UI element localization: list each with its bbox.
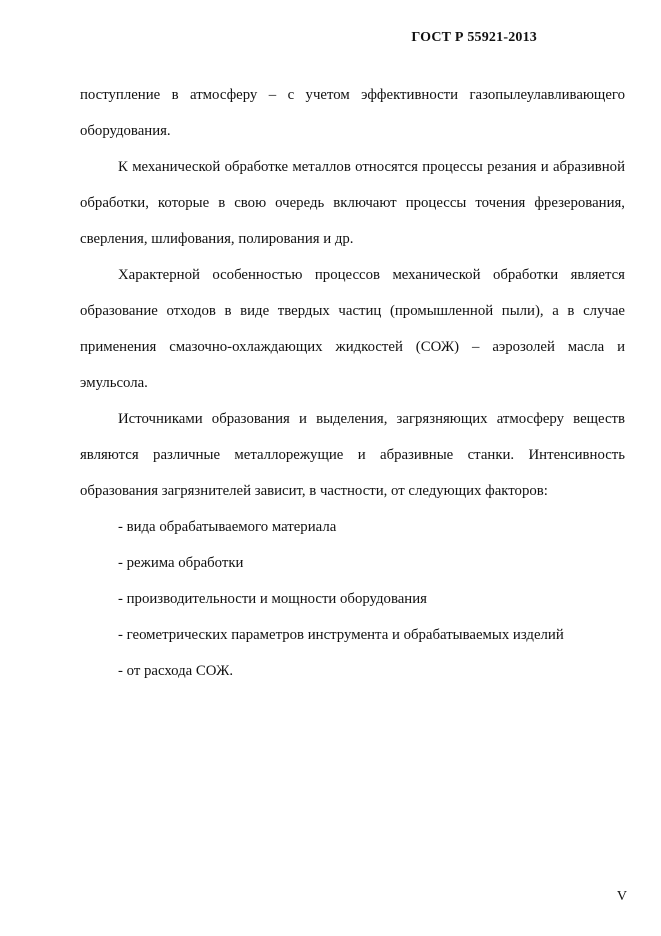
list-item: - производительности и мощности оборудования <box>118 591 427 607</box>
paragraph-waste-formation: Характерной особенностью процессов механической обработки является образование отходов в виде твердых частиц (промышленной пыли), а в случае применения смазочно-охлаждающих жидкостей (СОЖ) – аэрозолей масла и эмульсола. <box>80 267 625 391</box>
list-item: - геометрических параметров инструмента и обрабатываемых изделий <box>118 627 564 643</box>
page-number: V <box>616 889 627 904</box>
page-body <box>80 77 625 689</box>
list-item: - от расхода СОЖ. <box>118 663 234 679</box>
paragraph-pollution-sources: Источниками образования и выделения, загрязняющих атмосферу веществ являются различные металлорежущие и абразивные станки. Интенсивность образования загрязнителей зависит, в частности, от следующих факторов: <box>80 411 625 499</box>
paragraph-machining-processes: К механической обработке металлов относятся процессы резания и абразивной обработки, которые в свою очередь включают процессы точения фрезерования, сверления, шлифования, полирования и др. <box>80 159 625 247</box>
list-item: - режима обработки <box>118 555 244 571</box>
factors-list <box>80 509 625 689</box>
paragraph-continuation: поступление в атмосферу – с учетом эффективности газопылеулавливающего оборудования. <box>80 87 625 139</box>
document-code: ГОСТ Р 55921-2013 <box>411 30 537 45</box>
list-item: - вида обрабатываемого материала <box>118 519 337 535</box>
